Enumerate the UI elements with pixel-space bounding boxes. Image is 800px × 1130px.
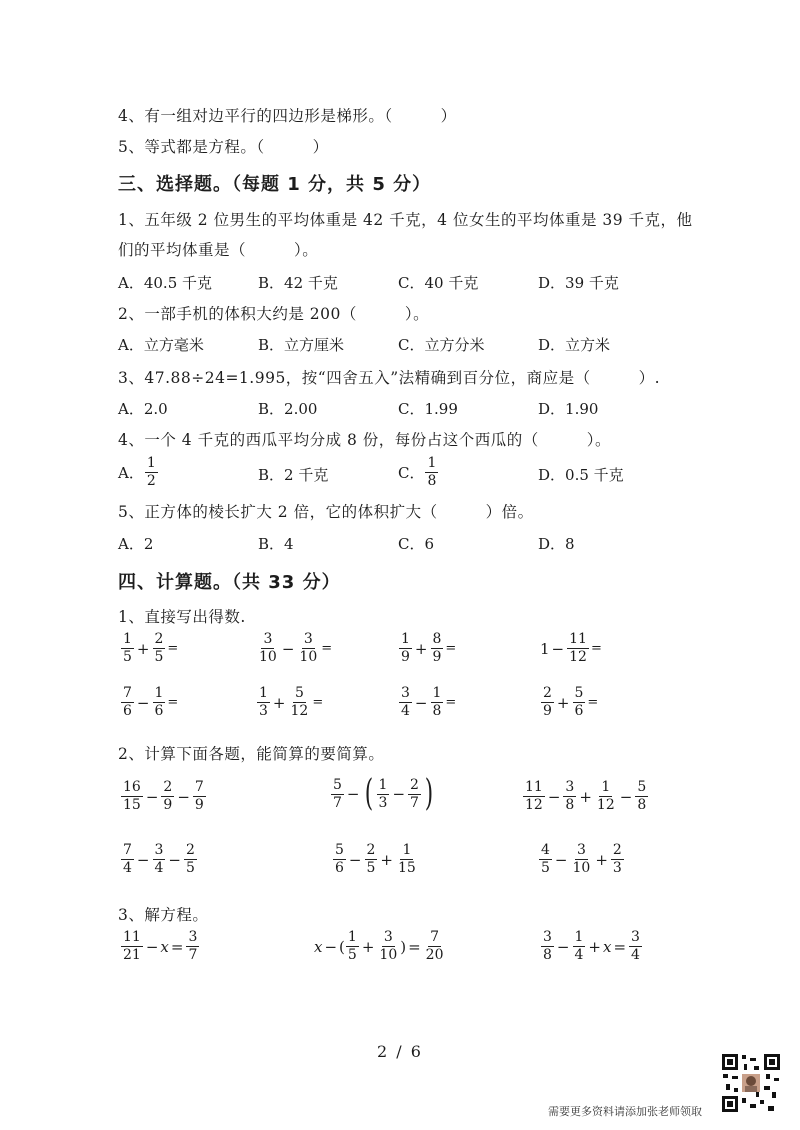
numerator: 4 xyxy=(541,842,550,858)
numerator: 3 xyxy=(263,631,273,647)
fraction xyxy=(541,686,554,719)
numerator: 3 xyxy=(631,929,640,945)
numerator: 3 xyxy=(188,929,198,945)
fraction xyxy=(257,632,279,665)
denominator: 10 xyxy=(259,649,277,665)
numerator: 11 xyxy=(525,779,543,795)
fraction xyxy=(331,778,344,811)
denominator: 8 xyxy=(637,797,647,813)
direct-expr-6 xyxy=(256,686,323,719)
fraction xyxy=(541,930,554,963)
numerator: 16 xyxy=(123,779,141,795)
right-paren: ) xyxy=(424,773,434,814)
denominator: 10 xyxy=(379,947,398,963)
numerator: 1 xyxy=(347,929,357,945)
operator: + xyxy=(588,937,601,956)
denominator: 9 xyxy=(432,649,442,665)
direct-expr-5 xyxy=(120,686,178,719)
operator: + xyxy=(361,937,375,956)
denominator: 8 xyxy=(432,703,442,719)
operator: − xyxy=(281,639,295,658)
judge-q4: 4、有一组对边平行的四边形是梯形。（ ） xyxy=(118,107,457,125)
fraction xyxy=(573,686,586,719)
numerator: 1 xyxy=(401,631,410,647)
denominator: 9 xyxy=(194,797,204,813)
option-label: A． xyxy=(118,464,144,482)
denominator: 7 xyxy=(333,794,342,811)
numerator: 2 xyxy=(163,779,173,795)
qr-code-icon xyxy=(720,1052,782,1114)
denominator: 6 xyxy=(123,703,132,719)
numerator: 1 xyxy=(601,779,611,795)
left-paren: ( xyxy=(339,937,345,956)
s3-q2-option-d: D．立方米 xyxy=(538,336,611,354)
s3-q2-option-c: C．立方分米 xyxy=(398,336,485,354)
numerator: 2 xyxy=(366,842,376,858)
operator: − xyxy=(177,787,190,806)
direct-expr-4 xyxy=(540,632,602,665)
s3-q1-line2: 们的平均体重是（ ）。 xyxy=(118,241,319,259)
fraction xyxy=(193,780,206,813)
fraction xyxy=(145,456,158,489)
operator: + xyxy=(579,787,592,806)
fraction xyxy=(346,930,359,963)
judge-q5: 5、等式都是方程。（ ） xyxy=(118,138,329,156)
denominator: 5 xyxy=(154,649,164,665)
section4-title: 四、计算题。（共 33 分） xyxy=(118,572,341,593)
s3-q3-option-d: D．1.90 xyxy=(538,400,599,418)
numerator: 5 xyxy=(294,685,304,701)
numerator: 2 xyxy=(612,842,622,858)
s3-q1-option-b: B．42 千克 xyxy=(258,274,338,292)
s4-sub3: 3、解方程。 xyxy=(118,906,209,924)
fraction xyxy=(567,632,589,665)
calc-expr-1 xyxy=(120,780,207,813)
calc-expr-4 xyxy=(120,843,198,876)
equals-sign: = xyxy=(321,641,333,656)
denominator: 8 xyxy=(543,947,552,963)
denominator: 20 xyxy=(425,947,444,963)
equals-sign: = xyxy=(590,641,602,656)
equals-sign: = xyxy=(167,641,179,656)
fraction xyxy=(595,780,617,813)
operator: + xyxy=(272,693,286,712)
denominator: 3 xyxy=(378,794,388,811)
fraction xyxy=(523,780,545,813)
fraction xyxy=(396,843,418,876)
denominator: 10 xyxy=(299,649,318,665)
numerator: 2 xyxy=(154,631,164,647)
operator: − xyxy=(348,850,362,869)
numerator: 7 xyxy=(123,842,132,858)
operator: − xyxy=(547,787,561,806)
numerator: 2 xyxy=(186,842,195,858)
denominator: 4 xyxy=(574,947,584,963)
fraction xyxy=(408,778,421,811)
fraction xyxy=(399,686,412,719)
calc-expr-2 xyxy=(330,773,436,814)
numerator: 3 xyxy=(303,631,313,647)
fraction xyxy=(629,930,642,963)
numerator: 3 xyxy=(401,685,410,701)
denominator: 4 xyxy=(123,860,132,876)
numerator: 5 xyxy=(637,779,647,795)
operator: − xyxy=(145,937,159,956)
denominator: 6 xyxy=(335,860,344,876)
right-paren: ) xyxy=(400,937,407,956)
numerator: 1 xyxy=(146,455,156,471)
numerator: 1 xyxy=(123,631,132,647)
numerator: 7 xyxy=(194,779,204,795)
denominator: 2 xyxy=(146,473,156,489)
s3-q5-option-c: C．6 xyxy=(398,535,435,553)
equals-sign: = xyxy=(587,695,599,710)
equals-sign: = xyxy=(408,937,421,956)
fraction xyxy=(333,843,346,876)
s3-q5-option-a: A．2 xyxy=(118,535,154,553)
numerator: 1 xyxy=(259,685,268,701)
calc-expr-5 xyxy=(332,843,419,876)
fraction xyxy=(399,632,412,665)
fraction xyxy=(121,930,143,963)
direct-expr-7 xyxy=(398,686,456,719)
denominator: 3 xyxy=(612,860,622,876)
fraction xyxy=(257,686,270,719)
numerator: 3 xyxy=(565,779,575,795)
equals-sign: = xyxy=(170,937,184,956)
s4-sub1: 1、直接写出得数. xyxy=(118,608,246,626)
denominator: 7 xyxy=(188,947,198,963)
fraction xyxy=(563,780,576,813)
numerator: 1 xyxy=(402,842,412,858)
numerator: 3 xyxy=(383,929,393,945)
operator: − xyxy=(136,850,150,869)
s3-q1-line1: 1、五年级 2 位男生的平均体重是 42 千克，4 位女生的平均体重是 39 千克，他 xyxy=(118,211,693,229)
equals-sign: = xyxy=(613,937,627,956)
calc-expr-3 xyxy=(522,780,649,813)
numerator: 3 xyxy=(576,842,586,858)
numerator: 5 xyxy=(333,776,342,793)
fraction xyxy=(365,843,378,876)
s4-sub2: 2、计算下面各题，能简算的要简算。 xyxy=(118,745,385,763)
denominator: 12 xyxy=(290,703,309,719)
fraction xyxy=(635,780,648,813)
s3-q2-option-a: A．立方毫米 xyxy=(118,336,204,354)
direct-expr-1 xyxy=(120,632,178,665)
denominator: 4 xyxy=(401,703,410,719)
denominator: 12 xyxy=(525,797,543,813)
s3-q4-option-c xyxy=(398,456,439,489)
fraction xyxy=(161,780,174,813)
variable-x: x xyxy=(160,937,169,956)
fraction xyxy=(425,456,438,489)
s3-q1-option-a: A．40.5 千克 xyxy=(118,274,212,292)
s3-q4: 4、一个 4 千克的西瓜平均分成 8 份，每份占这个西瓜的（ ）。 xyxy=(118,431,612,449)
denominator: 9 xyxy=(163,797,173,813)
direct-expr-2 xyxy=(256,632,332,665)
fraction xyxy=(431,686,444,719)
numerator: 5 xyxy=(335,842,344,858)
direct-expr-3 xyxy=(398,632,456,665)
operator: − xyxy=(145,787,159,806)
denominator: 12 xyxy=(569,649,587,665)
operator: − xyxy=(619,787,633,806)
operator: − xyxy=(136,693,150,712)
equals-sign: = xyxy=(445,641,457,656)
numerator: 3 xyxy=(154,842,164,858)
denominator: 5 xyxy=(186,860,195,876)
denominator: 15 xyxy=(123,797,141,813)
equation-1 xyxy=(120,930,200,963)
fraction xyxy=(573,930,586,963)
fraction xyxy=(121,780,143,813)
calc-expr-6 xyxy=(538,843,625,876)
direct-expr-8 xyxy=(540,686,598,719)
numerator: 1 xyxy=(154,685,164,701)
fraction xyxy=(611,843,624,876)
operator: − xyxy=(551,639,565,658)
fraction xyxy=(539,843,552,876)
operator: − xyxy=(168,850,181,869)
fraction xyxy=(153,686,166,719)
denominator: 6 xyxy=(154,703,164,719)
denominator: 12 xyxy=(596,797,615,813)
numerator: 2 xyxy=(410,776,419,793)
denominator: 9 xyxy=(401,649,410,665)
footer-note: 需要更多资料请添加张老师领取 xyxy=(548,1105,702,1118)
denominator: 3 xyxy=(259,703,268,719)
variable-x: x xyxy=(314,937,323,956)
denominator: 5 xyxy=(366,860,376,876)
denominator: 5 xyxy=(123,649,132,665)
numerator: 11 xyxy=(569,631,587,647)
page-number: 2 / 6 xyxy=(377,1042,423,1061)
operator: − xyxy=(554,850,568,869)
s3-q2: 2、一部手机的体积大约是 200（ ）。 xyxy=(118,305,430,323)
numerator: 1 xyxy=(378,776,388,793)
numerator: 1 xyxy=(427,455,437,471)
fraction xyxy=(571,843,593,876)
operator: − xyxy=(414,693,428,712)
s3-q4-option-b: B．2 千克 xyxy=(258,466,329,484)
denominator: 8 xyxy=(427,473,437,489)
denominator: 8 xyxy=(565,797,575,813)
fraction xyxy=(289,686,311,719)
operator: − xyxy=(556,937,570,956)
left-paren: ( xyxy=(364,773,373,814)
operator: + xyxy=(595,850,608,869)
s3-q4-option-a xyxy=(118,456,159,489)
numerator: 1 xyxy=(574,929,584,945)
numerator: 8 xyxy=(432,631,442,647)
fraction xyxy=(431,632,444,665)
s3-q4-option-d: D．0.5 千克 xyxy=(538,466,624,484)
equals-sign: = xyxy=(445,695,457,710)
numerator: 5 xyxy=(574,685,584,701)
fraction xyxy=(424,930,446,963)
s3-q3-option-b: B．2.00 xyxy=(258,400,318,418)
denominator: 5 xyxy=(541,860,550,876)
s3-q3-option-a: A．2.0 xyxy=(118,400,168,418)
s3-q3-option-c: C．1.99 xyxy=(398,400,458,418)
option-label: C． xyxy=(398,464,425,482)
denominator: 5 xyxy=(347,947,357,963)
denominator: 10 xyxy=(572,860,591,876)
numerator: 7 xyxy=(123,685,132,701)
s3-q1-option-d: D．39 千克 xyxy=(538,274,619,292)
s3-q1-option-c: C．40 千克 xyxy=(398,274,479,292)
operator: + xyxy=(136,639,150,658)
s3-q5-option-d: D．8 xyxy=(538,535,575,553)
s3-q5: 5、正方体的棱长扩大 2 倍，它的体积扩大（ ）倍。 xyxy=(118,503,534,521)
whole-number: 1 xyxy=(540,639,550,658)
fraction xyxy=(153,632,166,665)
fraction xyxy=(121,686,134,719)
qr-code xyxy=(720,1052,782,1114)
denominator: 9 xyxy=(543,703,552,719)
fraction xyxy=(297,632,319,665)
numerator: 1 xyxy=(432,685,442,701)
s3-q5-option-b: B．4 xyxy=(258,535,294,553)
variable-x: x xyxy=(603,937,612,956)
fraction xyxy=(121,632,134,665)
numerator: 2 xyxy=(543,685,552,701)
s3-q3: 3、47.88÷24=1.995，按“四舍五入”法精确到百分位，商应是（ ）. xyxy=(118,369,661,387)
equation-3 xyxy=(540,930,643,963)
denominator: 15 xyxy=(398,860,416,876)
fraction xyxy=(377,778,390,811)
numerator: 7 xyxy=(430,929,440,945)
fraction xyxy=(377,930,399,963)
denominator: 21 xyxy=(123,947,141,963)
denominator: 6 xyxy=(574,703,584,719)
fraction xyxy=(186,930,199,963)
fraction xyxy=(184,843,197,876)
section3-title: 三、选择题。（每题 1 分，共 5 分） xyxy=(118,174,432,195)
denominator: 4 xyxy=(154,860,164,876)
numerator: 3 xyxy=(543,929,552,945)
denominator: 4 xyxy=(631,947,640,963)
operator: + xyxy=(414,639,428,658)
equals-sign: = xyxy=(167,695,179,710)
operator: − xyxy=(392,785,406,803)
operator: − xyxy=(324,937,338,956)
s3-q2-option-b: B．立方厘米 xyxy=(258,336,345,354)
fraction xyxy=(121,843,134,876)
operator: + xyxy=(380,850,393,869)
numerator: 11 xyxy=(123,929,141,945)
equation-2 xyxy=(314,930,447,963)
equals-sign: = xyxy=(312,695,324,710)
operator: − xyxy=(346,785,360,803)
denominator: 7 xyxy=(410,794,419,811)
fraction xyxy=(153,843,166,876)
operator: + xyxy=(556,693,570,712)
